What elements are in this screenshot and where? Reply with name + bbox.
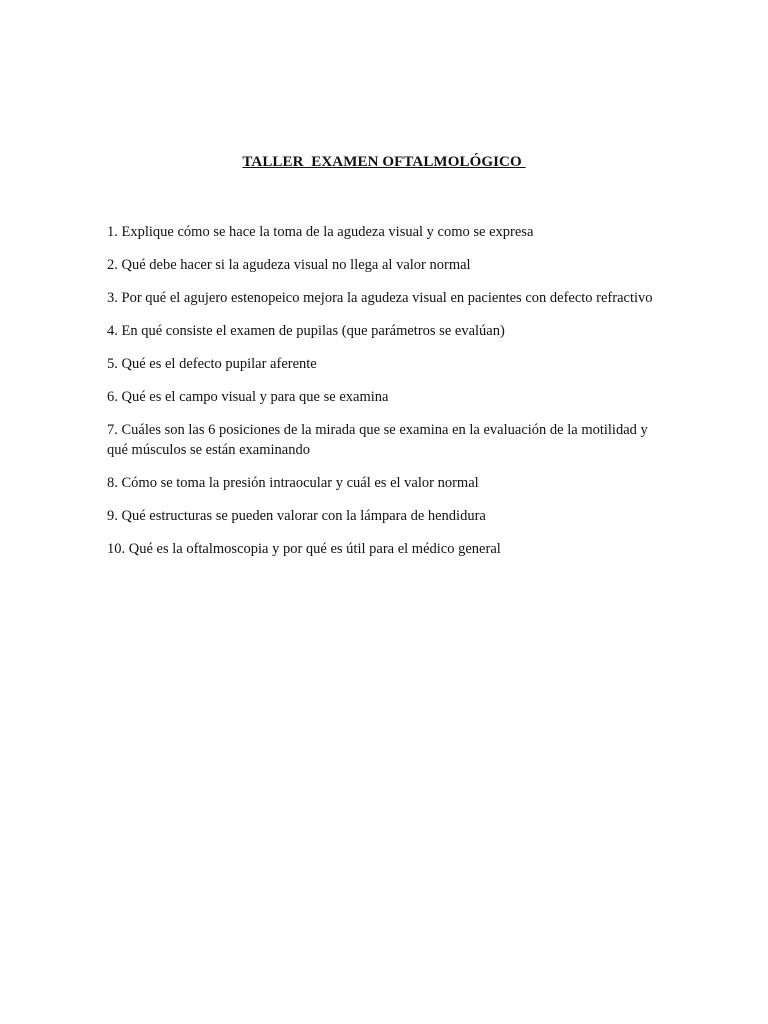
question-item: 6. Qué es el campo visual y para que se examina (107, 389, 389, 405)
question-item: 3. Por qué el agujero estenopeico mejora la agudeza visual en pacientes con defecto refractivo (107, 290, 653, 306)
question-item: 8. Cómo se toma la presión intraocular y cuál es el valor normal (107, 475, 479, 491)
document-title: TALLER EXAMEN OFTALMOLÓGICO (242, 154, 526, 170)
question-item: 5. Qué es el defecto pupilar aferente (107, 356, 317, 372)
question-item: 9. Qué estructuras se pueden valorar con la lámpara de hendidura (107, 508, 486, 524)
question-item: 1. Explique cómo se hace la toma de la agudeza visual y como se expresa (107, 224, 534, 240)
question-item: 10. Qué es la oftalmoscopia y por qué es útil para el médico general (107, 541, 501, 557)
question-list (107, 222, 667, 572)
question-item: 7. Cuáles son las 6 posiciones de la mirada que se examina en la evaluación de la motilidad y qué músculos se están examinando (107, 422, 648, 458)
question-item: 2. Qué debe hacer si la agudeza visual no llega al valor normal (107, 257, 471, 273)
question-item: 4. En qué consiste el examen de pupilas (que parámetros se evalúan) (107, 323, 505, 339)
